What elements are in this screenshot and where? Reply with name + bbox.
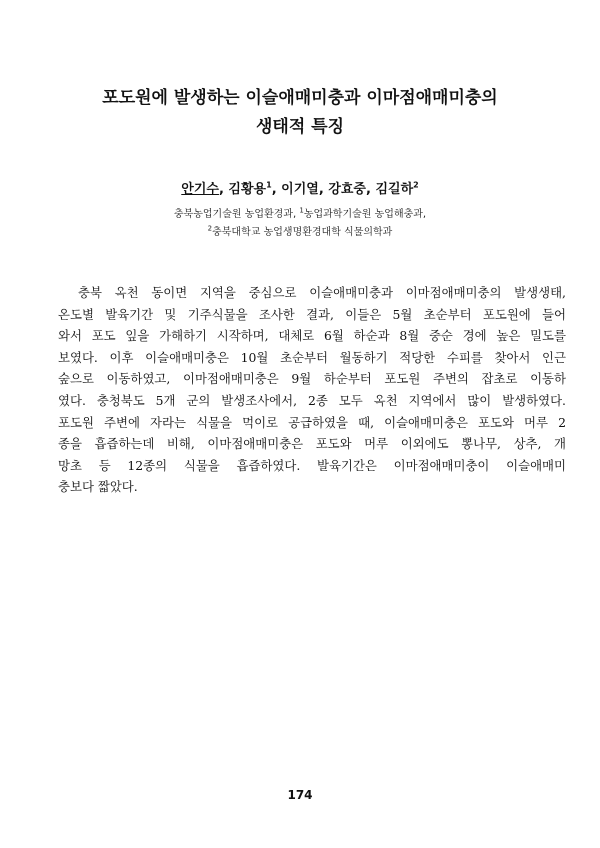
affiliation-tertiary: 충북대학교 농업생명환경대학 식물의학과 [212, 227, 393, 238]
affiliation-line-1 [0, 205, 600, 220]
abstract-body [58, 282, 566, 498]
page-number: 174 [287, 788, 313, 802]
author-separator: , [218, 182, 229, 197]
abstract-line: 종을 흡즙하는데 비해, 이마점애매미충은 포도와 머루 이외에도 뽕나무, 상추, 개 [58, 436, 566, 452]
first-author: 안기수 [181, 182, 219, 197]
affiliation-mark: 1 [299, 206, 304, 215]
author-separator: , [318, 182, 329, 197]
affiliation-mark: 1 [266, 180, 272, 190]
affiliation-mark: 2 [207, 224, 213, 233]
author-name: 김황용 [228, 182, 267, 197]
abstract-line: 였다. 충청북도 5개 군의 발생조사에서, 2종 모두 옥천 지역에서 많이 발생하였다. [58, 392, 566, 408]
abstract-line: 숲으로 이동하였고, 이마점애매미충은 9월 하순부터 포도원 주변의 잡초로 이동하 [58, 371, 566, 387]
abstract-line: 포도원 주변에 자라는 식물을 먹이로 공급하였을 때, 이슬애매미충은 포도와 머루 2 [58, 414, 566, 430]
author-list [0, 178, 600, 197]
affiliation-main: 충북농업기술원 농업환경과, [173, 209, 300, 220]
affiliation-mark: 2 [413, 180, 419, 190]
author-separator: , [366, 182, 376, 197]
abstract-line: 망초 등 12종의 식물을 흡즙하였다. 발육기간은 이마점애매미충이 이슬애매미 [58, 457, 566, 473]
author-name: 강효중 [328, 182, 366, 197]
author-name: 김길하 [375, 182, 414, 197]
author-name: 이기열 [281, 182, 319, 197]
paper-title-line-1: 포도원에 발생하는 이슬애매미충과 이마점애매미충의 [102, 88, 498, 108]
affiliation-secondary: 농업과학기술원 농업해충과, [303, 209, 427, 220]
abstract-line: 보였다. 이후 이슬애매미충은 10월 초순부터 월동하기 적당한 수피를 찾아서 인근 [58, 349, 566, 365]
abstract-line: 충보다 짧았다. [58, 479, 138, 495]
abstract-line: 온도별 발육기간 및 기주식물을 조사한 결과, 이들은 5월 초순부터 포도원에 들어 [58, 306, 566, 322]
paper-title-line-2: 생태적 특징 [255, 117, 345, 137]
affiliation-line-2 [0, 223, 600, 238]
abstract-line: 와서 포도 잎을 가해하기 시작하며, 대체로 6월 하순과 8월 중순 경에 높은 밀도를 [58, 328, 566, 344]
author-separator: , [271, 182, 282, 197]
abstract-line: 충북 옥천 동이면 지역을 중심으로 이슬애매미충과 이마점애매미충의 발생생태, [78, 285, 566, 300]
